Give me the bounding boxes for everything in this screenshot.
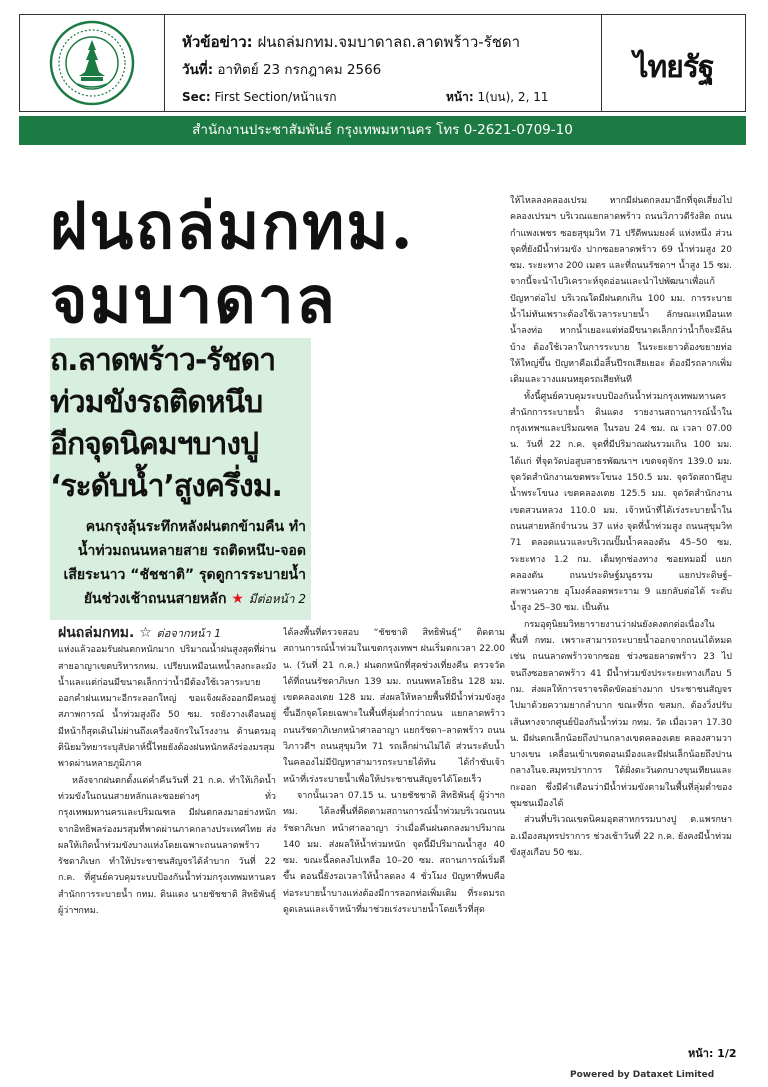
- date-row: [182, 58, 381, 80]
- deck-line: คนกรุงลุ้นระทึกหลังฝนตกข้ามคืน ทำ: [85, 519, 306, 535]
- office-contact-bar: สำนักงานประชาสัมพันธ์ กรุงเทพมหานคร โทร 0-2621-0709-10: [19, 116, 746, 145]
- title-line: จมบาดาล: [50, 263, 337, 338]
- body-column-middle: [283, 625, 505, 1065]
- deck-line: เสียระนาว “ชัชชาติ” รุดดูการระบายน้ำ: [63, 567, 306, 583]
- deck-line-last: ยันช่วงเช้าถนนสายหลัก: [83, 591, 227, 607]
- continued-link[interactable]: มีต่อหน้า 2: [248, 592, 306, 606]
- bangkok-seal-icon: [49, 20, 135, 106]
- headline-label: หัวข้อข่าว:: [182, 33, 253, 51]
- page-count: หน้า: 1/2: [688, 1047, 737, 1060]
- headline-text: ฝนถล่มกทม.จมบาดาลถ.ลาดพร้าว-รัชดา: [257, 33, 521, 51]
- paragraph: ทั้งนี้ศูนย์ควบคุมระบบป้องกันน้ำท่วมกรุงเทพมหานคร สำนักการระบายน้ำ ดินแดง รายงานสถานการณ์น้ำในกรุงเทพฯและปริมณฑล ในรอบ 24 ชม. ณ เวลา 07.00 น. วันที่ 22 ก.ค. จุดที่มีปริมาณฝนรวมเกิน 100 มม. ได้แก่ ที่จุดวัดบ่อสูบสาธรพัฒนาฯ เขตจตุจักร 139.0 มม. จุดวัดสำนักงานเขตพระโขนง 150.5 มม. จุดวัดสถานีสูบน้ำพระโขนง เขตคลองเตย 125.5 มม. จุดวัดสำนักงานเขตสวนหลวง 110.0 มม. เจ้าหน้าที่ได้เร่งระบายน้ำในถนนสายหลักจำนวน 37 แห่ง จุดที่น้ำท่วมสูง ถนนสุขุมวิท 71 ตลอดแนวและบริเวณปั๊มน้ำคลองตัน 45–50 ซม. ระยะทาง 1.2 กม. เต็มทุกช่องทาง ซอยหมอมี่ แยกคลองตัน ถนนประดิษฐ์มนูธรรม แยกประดิษฐ์–สะพานควาย อุโมงค์ลอดพระราม 9 แยกลับต่อได้ ระดับน้ำสูง 25–30 ซม. เป็นต้น: [510, 391, 732, 614]
- publication-name: ไทยรัฐ: [633, 50, 714, 85]
- body-column-left: [58, 625, 276, 1065]
- date-text: อาทิตย์ 23 กรกฎาคม 2566: [217, 62, 382, 78]
- deck-line: [58, 587, 306, 611]
- paragraph: กรมอุตุนิยมวิทยารายงานว่าฝนยังคงตกต่อเนื่องในพื้นที่ กทม. เพราะสามารถระบายน้ำออกจากถนนได้หมด เช่น ถนนลาดพร้าวจากซอย ช่วงซอยลาดพร้าว 23 ไปจนถึงซอยลาดพร้าว 41 มีน้ำท่วมขังประระยะทางเกือบ 5 กม. ส่งผลให้การจราจรติดขัดอย่างมาก ประชาชนสัญจรไปมาด้วยความยากลำบาก ขณะที่รถ ขสมก. ต้องวิ่งปรับเส้นทางจากศูนย์ป้องกันน้ำท่วม กทม. วัด เมื่อเวลา 17.30 น. มีฝนตกเล็กน้อยถึงปานกลางเขตคลองเตย คลองสามวา บางเขน เคลื่อนเข้าเขตดอนเมืองและมีฝนเล็กน้อยถึงปานกลางในจ.สมุทรปราการ ใต้ฝั่งตะวันตกบางขุนเทียนและกะออก ซึ่งมีคำเตือนว่ามีน้ำท่วมขังตามในพื้นที่ลุ่มต่ำของชุมชนเมืองได้: [510, 619, 732, 809]
- subtitle-line: อีกจุดนิคมฯบางปู: [50, 427, 259, 462]
- section-row: [182, 88, 337, 107]
- lede-start: ฝนถล่มกทม.: [58, 625, 135, 641]
- page-label: หน้า:: [446, 90, 474, 104]
- page-text: 1(บน), 2, 11: [477, 90, 549, 104]
- subtitle-line: ‘ระดับน้ำ’สูงครึ่งม.: [50, 469, 282, 504]
- date-label: วันที่:: [182, 62, 214, 78]
- paragraph: ให้ไหลลงคลองเปรม หากมีฝนตกลงมาอีกที่จุดเสี่ยงไปคลองเปรมฯ บริเวณแยกลาดพร้าว ถนนวิภาวดีรังสิต ถนนกำแพงเพชร ซอยสุขุมวิท 71 ปรีดีพนมยงค์ แห่งหนึ่ง ส่วนจุดที่ยังมีน้ำท่วมขัง ปากซอยลาดพร้าว 69 น้ำท่วมสูง 20 ซม. ระยะทาง 200 เมตร และที่ถนนรัชดาฯ น้ำสูง 15 ซม. จากนี้จะนำไปวิเคราะห์จุดอ่อนและนำไปพัฒนาเพื่อแก้ปัญหาต่อไป บริเวณใดมีฝนตกเกิน 100 มม. การระบายน้ำไม่ทันเพราะต้องใช้เวลาระบายน้ำ ลักษณะเหมือนเทน้ำลงท่อ หากน้ำเยอะแต่ท่อมีขนาดเล็กกว่าน้ำก็จะมีล้นบ้าง ต้องใช้เวลาในการระบาย ในระยะยาวต้องขยายท่อให้ใหญ่ขึ้น ปัญหาคือเมื่อสิ้นปีรถเสียเยอะ ต้องมีรถลากเพิ่มเติมและวางแผนหยุดรถเสียทันที: [510, 196, 732, 386]
- star-icon: ☆: [139, 625, 152, 641]
- lede: [58, 625, 276, 642]
- continued-from: ต่อจากหน้า 1: [156, 627, 222, 640]
- article-title: [50, 190, 498, 338]
- article-subtitle: [50, 340, 315, 512]
- body-column-right: [510, 193, 732, 1065]
- page-row: [446, 88, 548, 107]
- deck-line: น้ำท่วมถนนหลายสาย รถติดหนึบ-จอด: [77, 543, 306, 559]
- paragraph: จากนั้นเวลา 07.15 น. นายชัชชาติ สิทธิพันธุ์ ผู้ว่าฯกทม. ได้ลงพื้นที่ติดตามสถานการณ์น้ำท่วมบริเวณถนนรัชดาภิเษก หน้าศาลอาญา ว่าเมื่อคืนฝนตกลงมาปริมาณ 140 มม. ส่งผลให้น้ำท่วมหนัก จุดนี้มีปริมาณน้ำสูง 40 ซม. ขณะนี้ลดลงไปเหลือ 10–20 ซม. สถานการณ์เริ่มดีขึ้น ตอนนี้ยังรอเวลาให้น้ำลดลง 4 ชั่วโมง ปัญหาที่พบคือท่อระบายน้ำบางแห่งต้องมีการลอกท่อเพิ่มเติม ที่ระดมรถดูดเลนและเจ้าหน้าที่มาช่วยเร่งระบายน้ำโดยเร็วที่สุด: [283, 790, 505, 916]
- powered-by: Powered by Dataxet Limited: [570, 1070, 715, 1080]
- paragraph: หลังจากฝนตกตั้งแต่ค่ำคืนวันที่ 21 ก.ค. ทำให้เกิดน้ำท่วมขังในถนนสายหลักและซอยต่างๆ ทั่วกรุงเทพมหานครและปริมณฑล มีฝนตกลงมาอย่างหนักจากอิทธิพลร่องมรสุมที่พาดผ่านภาคกลางประเทศไทย ส่งผลให้เกิดน้ำท่วมขังบางแห่งโดยเฉพาะถนนลาดพร้าวรัชดาภิเษก ทำให้ประชาชนสัญจรได้ลำบาก วันที่ 22 ก.ค. ที่ศูนย์ควบคุมระบบป้องกันน้ำท่วมกรุงเทพมหานคร สำนักการระบายน้ำ กทม. ดินแดง นายชัชชาติ สิทธิพันธุ์ ผู้ว่าฯกทม.: [58, 775, 276, 917]
- article-deck: [58, 515, 306, 615]
- section-label: Sec:: [182, 90, 211, 104]
- paragraph: ส่วนที่บริเวณเขตนิคมอุตสาหกรรมบางปู ต.แพรกษา อ.เมืองสมุทรปราการ ช่วงเช้าวันที่ 22 ก.ค. ยังคงมีน้ำท่วมขังสูงเกือบ 50 ซม.: [510, 815, 732, 858]
- title-line: ฝนถล่มกทม.: [50, 190, 415, 264]
- section-text: First Section/หน้าแรก: [214, 90, 337, 104]
- star-icon: ★: [231, 591, 244, 607]
- subtitle-line: ท่วมขังรถติดหนึบ: [50, 385, 263, 420]
- paragraph: แห่งแล้วออมรับฝนตกหนักมาก ปริมาณน้ำฝนสูงสุดที่ผ่านสายอาญาเขตบริหารกทม. เปรียบเหมือนเทน้ำลงกะละมังน้ำและแต่ก่อนมีขนาดเล็กกว่าน้ำมีต้องใช้เวลาระบายออกคำฝนเหมาะอีกระลอกใหญ่ ขอแจ้งผลังออกมีคนอยู่สภาพการณ์ น้ำท่วมสูงถึง 50 ซม. รถยังวางเดือนอยู่มีหน้าก็สุดเดินไม่ผ่านถึงเครื่องจักรในโรงงาน ด้านตรมอุตินิยมวิทยาระบุสัปดาห์นี้ไทยยังต้องฝนหนักหลังร่องมรสุมพาดผ่านหลายภูมิภาค: [58, 645, 276, 770]
- paragraph: ได้ลงพื้นที่ตรวจสอบ “ชัชชาติ สิทธิพันธุ์” ติดตามสถานการณ์น้ำท่วมในเขตกรุงเทพฯ ฝนเริ่มตกเวลา 22.00 น. (วันที่ 21 ก.ค.) ฝนตกหนักที่สุดช่วงเที่ยงคืน ตรวจวัดได้ที่ถนนรัชดาภิเษก 139 มม. ถนนพหลโยธิน 128 มม. เขตคลองเตย 128 มม. ส่งผลให้หลายพื้นที่มีน้ำท่วมขังสูงขึ้นอีกจุดโดยเฉพาะในพื้นที่ลุ่มต่ำกว่าถนน แยกลาดพร้าว ถนนรัชดาภิเษกหน้าศาลอาญา แยกรัชดา–ลาดพร้าว ถนนวิภาวดีฯ ถนนสุขุมวิท 71 รถเล็กผ่านไม่ได้ ส่วนระดับน้ำในคลองไม่มีปัญหาสามารถระบายได้ทัน ได้กำชับเจ้าหน้าที่เร่งระบายน้ำเพื่อให้ประชาชนสัญจรได้โดยเร็ว: [283, 628, 505, 785]
- subtitle-line: ถ.ลาดพร้าว-รัชดา: [50, 343, 276, 378]
- headline-row: [182, 30, 520, 54]
